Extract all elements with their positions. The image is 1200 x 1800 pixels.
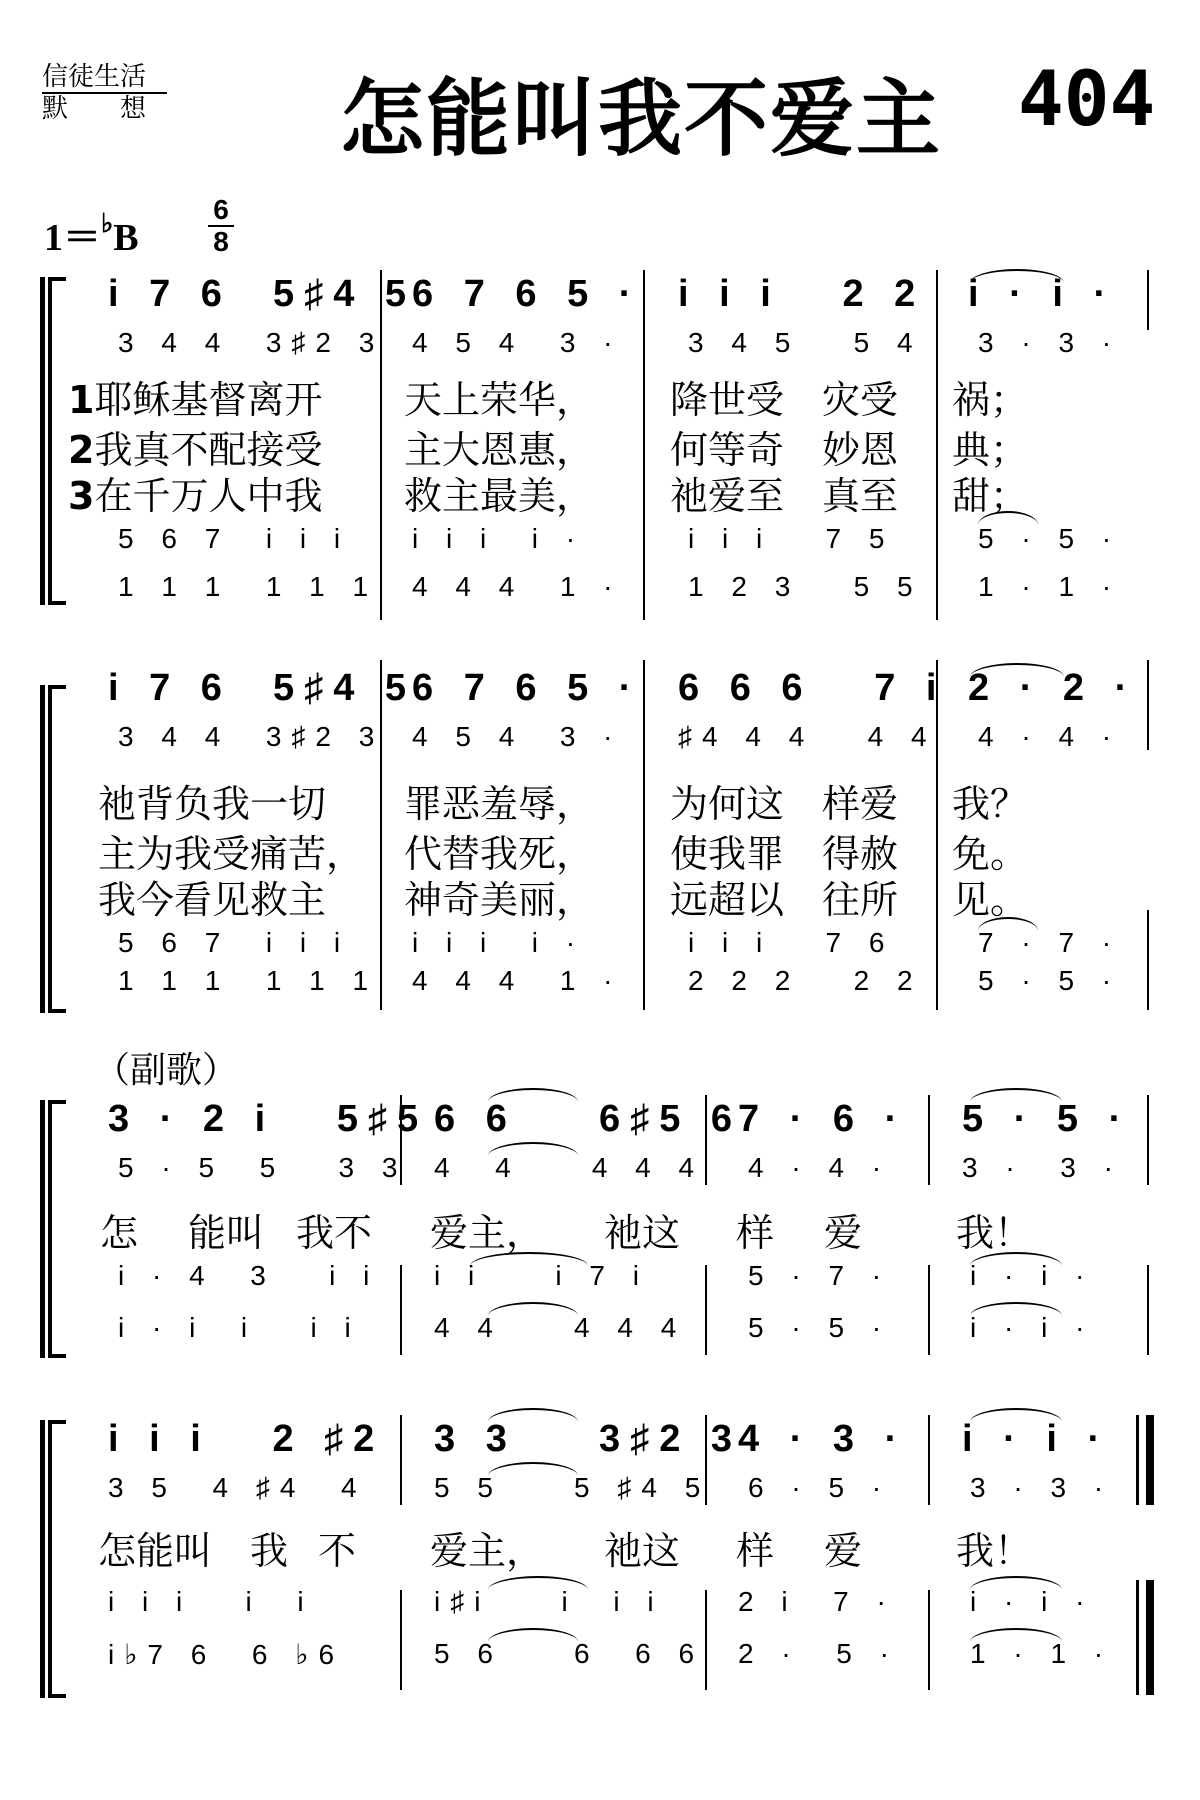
alto-measure: ♯4 4 4 4 4: [678, 721, 937, 752]
lyric: 真至: [822, 474, 899, 518]
soprano-measure: i i i 2 ♯2: [108, 1418, 385, 1460]
bass-measure: 5 6 6 6 6: [434, 1638, 705, 1669]
lyric: 甜；: [952, 474, 1029, 518]
soprano-measure: 2 · 2 ·: [968, 667, 1138, 709]
lyric: 救主最美，: [404, 474, 595, 518]
alto-measure: 5 5 5 ♯4 5: [434, 1472, 711, 1503]
lyric: 代替我死，: [404, 832, 595, 876]
tenor-measure: 5 6 7 i i i: [118, 927, 351, 958]
tie: [970, 663, 1064, 677]
alto-measure: 3 · 3 ·: [970, 1472, 1114, 1503]
tenor-measure: 7 · 7 ·: [978, 927, 1122, 958]
lyric: 我: [250, 1529, 289, 1573]
lyric: 我不: [296, 1211, 373, 1255]
system-4: [0, 1410, 1200, 1710]
soprano-measure: 6 6 6 7 i: [678, 667, 947, 709]
alto-measure: 5 · 5 5 3 3: [118, 1152, 408, 1183]
lyric: 我！: [956, 1529, 1033, 1573]
tenor-measure: i♯i i i i: [434, 1586, 664, 1617]
lyric: 爱主，: [430, 1211, 545, 1255]
barline: [936, 270, 938, 620]
lyric: 主为我受痛苦，: [98, 832, 365, 876]
lyric: 主大恩惠，: [404, 428, 595, 472]
lyric: 得赦: [822, 832, 899, 876]
alto-measure: 3 5 4 ♯4 4: [108, 1472, 367, 1503]
category-label: [42, 62, 167, 124]
lyric: 见。: [952, 878, 1029, 922]
lyric: 往所: [822, 878, 899, 922]
lyric: 何等奇: [670, 428, 785, 472]
soprano-measure: 6 6 6♯5 6: [434, 1098, 743, 1140]
alto-measure: 4 · 4 ·: [748, 1152, 892, 1183]
alto-measure: 3 · 3 ·: [962, 1152, 1123, 1183]
bass-measure: 1 1 1 1 1 1: [118, 965, 379, 996]
tenor-measure: 5 · 5 ·: [978, 523, 1122, 554]
chorus-label: （副歌）: [94, 1050, 239, 1091]
bass-measure: 5 · 5 ·: [748, 1312, 892, 1343]
tenor-measure: 5 · 7 ·: [748, 1260, 892, 1291]
lyric: 我？: [952, 782, 1029, 826]
lyric: 妙恩: [822, 428, 899, 472]
soprano-measure: i 7 6 5♯4 5: [108, 667, 417, 709]
lyric: 远超以: [670, 878, 785, 922]
lyric: 免。: [952, 832, 1029, 876]
tenor-measure: 5 6 7 i i i: [118, 523, 351, 554]
soprano-measure: 3 · 2 i 5♯5: [108, 1098, 429, 1140]
soprano-measure: 7 · 6 ·: [738, 1098, 908, 1140]
lyric: 怎: [100, 1211, 139, 1255]
bass-measure: 1 2 3 5 5: [688, 571, 923, 602]
lyric: 爱主，: [430, 1529, 545, 1573]
flat-sign: ♭: [101, 209, 114, 238]
category-line2: 默 想: [42, 94, 147, 124]
tenor-measure: i i i i ·: [412, 523, 586, 554]
tenor-measure: i i i 7 i: [434, 1260, 649, 1291]
bass-measure: 4 4 4 1 ·: [412, 965, 623, 996]
soprano-measure: 6 7 6 5 ·: [412, 667, 642, 709]
lyric: 祂背负我一切: [98, 782, 327, 826]
alto-measure: 4 5 4 3 ·: [412, 327, 623, 358]
alto-measure: 4 5 4 3 ·: [412, 721, 623, 752]
hymn-title: 怎能叫我不爱主: [340, 70, 943, 168]
tenor-measure: i · i ·: [970, 1586, 1095, 1617]
system-1: [0, 265, 1200, 625]
bass-measure: 4 4 4 1 ·: [412, 571, 623, 602]
barline: [380, 270, 382, 620]
alto-measure: 4 4 4 4 4: [434, 1152, 705, 1183]
lyric: 我真不配接受: [94, 428, 323, 472]
lyric: 祂这: [604, 1211, 681, 1255]
lyric: 不: [318, 1529, 357, 1573]
bass-measure: i · i ·: [970, 1312, 1095, 1343]
alto-measure: 4 · 4 ·: [978, 721, 1122, 752]
bass-measure: 1 1 1 1 1 1: [118, 571, 379, 602]
system-3: [0, 1090, 1200, 1360]
lyric: 样: [736, 1211, 775, 1255]
lyric: 为何这: [670, 782, 785, 826]
soprano-measure: i · i ·: [962, 1418, 1111, 1460]
soprano-measure: 5 · 5 ·: [962, 1098, 1132, 1140]
bass-measure: 1 · 1 ·: [978, 571, 1122, 602]
lyric: 降世受: [670, 378, 785, 422]
alto-measure: 6 · 5 ·: [748, 1472, 892, 1503]
tenor-measure: i i i i i: [108, 1586, 314, 1617]
lyric: 爱: [824, 1529, 863, 1573]
tenor-measure: i i i 7 5: [688, 523, 895, 554]
lyric: 我今看见救主: [98, 878, 327, 922]
bass-measure: 2 2 2 2 2: [688, 965, 923, 996]
soprano-measure: 3 3 3♯2 3: [434, 1418, 743, 1460]
bass-measure: 4 4 4 4 4: [434, 1312, 687, 1343]
soprano-measure: 4 · 3 ·: [738, 1418, 908, 1460]
verse-number: 3: [68, 474, 95, 518]
lyric: 能叫: [188, 1211, 265, 1255]
soprano-measure: i 7 6 5♯4 5: [108, 273, 417, 315]
lyric: 耶稣基督离开: [94, 378, 323, 422]
lyric: 样爱: [822, 782, 899, 826]
lyric: 祸；: [952, 378, 1029, 422]
tenor-measure: i · 4 3 i i: [118, 1260, 380, 1291]
alto-measure: 3 · 3 ·: [978, 327, 1122, 358]
tenor-measure: 2 i 7 ·: [738, 1586, 896, 1617]
lyric: 祂爱至: [670, 474, 785, 518]
tenor-measure: i i i i ·: [412, 927, 586, 958]
lyric: 祂这: [604, 1529, 681, 1573]
lyric: 天上荣华，: [404, 378, 595, 422]
lyric: 罪恶羞辱，: [404, 782, 595, 826]
meter-bottom: 8: [213, 226, 229, 257]
tie: [970, 269, 1064, 283]
verse-number: 1: [68, 378, 95, 422]
soprano-measure: i i i 2 2: [678, 273, 926, 315]
tenor-measure: i i i 7 6: [688, 927, 895, 958]
hymn-number: 404: [1018, 54, 1156, 143]
lyric: 在千万人中我: [94, 474, 323, 518]
lyric: 神奇美丽，: [404, 878, 595, 922]
verse-line: [68, 369, 322, 424]
soprano-measure: 6 7 6 5 ·: [412, 273, 642, 315]
verse-number: 2: [68, 428, 95, 472]
verse-line: [68, 465, 322, 520]
alto-measure: 3 4 4 3♯2 3: [118, 721, 385, 752]
system-2: [0, 655, 1200, 1015]
key-prefix: 1＝: [44, 217, 102, 259]
lyric: 使我罪: [670, 832, 785, 876]
tenor-measure: i · i ·: [970, 1260, 1095, 1291]
lyric: 爱: [824, 1211, 863, 1255]
bass-measure: 5 · 5 ·: [978, 965, 1122, 996]
alto-measure: 3 4 5 5 4: [688, 327, 923, 358]
bass-measure: i · i i i i: [118, 1312, 361, 1343]
lyric: 我！: [956, 1211, 1033, 1255]
key-note: B: [113, 217, 139, 259]
time-signature: [208, 196, 234, 256]
category-line1: 信徒生活: [42, 62, 167, 94]
meter-top: 6: [213, 194, 229, 225]
lyric: 怎能叫: [98, 1529, 213, 1573]
barline: [643, 270, 645, 620]
lyric: 典；: [952, 428, 1029, 472]
lyric: 灾受: [822, 378, 899, 422]
key-signature: [44, 206, 139, 261]
bass-measure: i♭7 6 6 ♭6: [108, 1639, 345, 1670]
soprano-measure: i · i ·: [968, 273, 1117, 315]
bass-measure: 2 · 5 ·: [738, 1638, 899, 1669]
alto-measure: 3 4 4 3♯2 3: [118, 327, 385, 358]
lyric: 样: [736, 1529, 775, 1573]
bass-measure: 1 · 1 ·: [970, 1638, 1114, 1669]
